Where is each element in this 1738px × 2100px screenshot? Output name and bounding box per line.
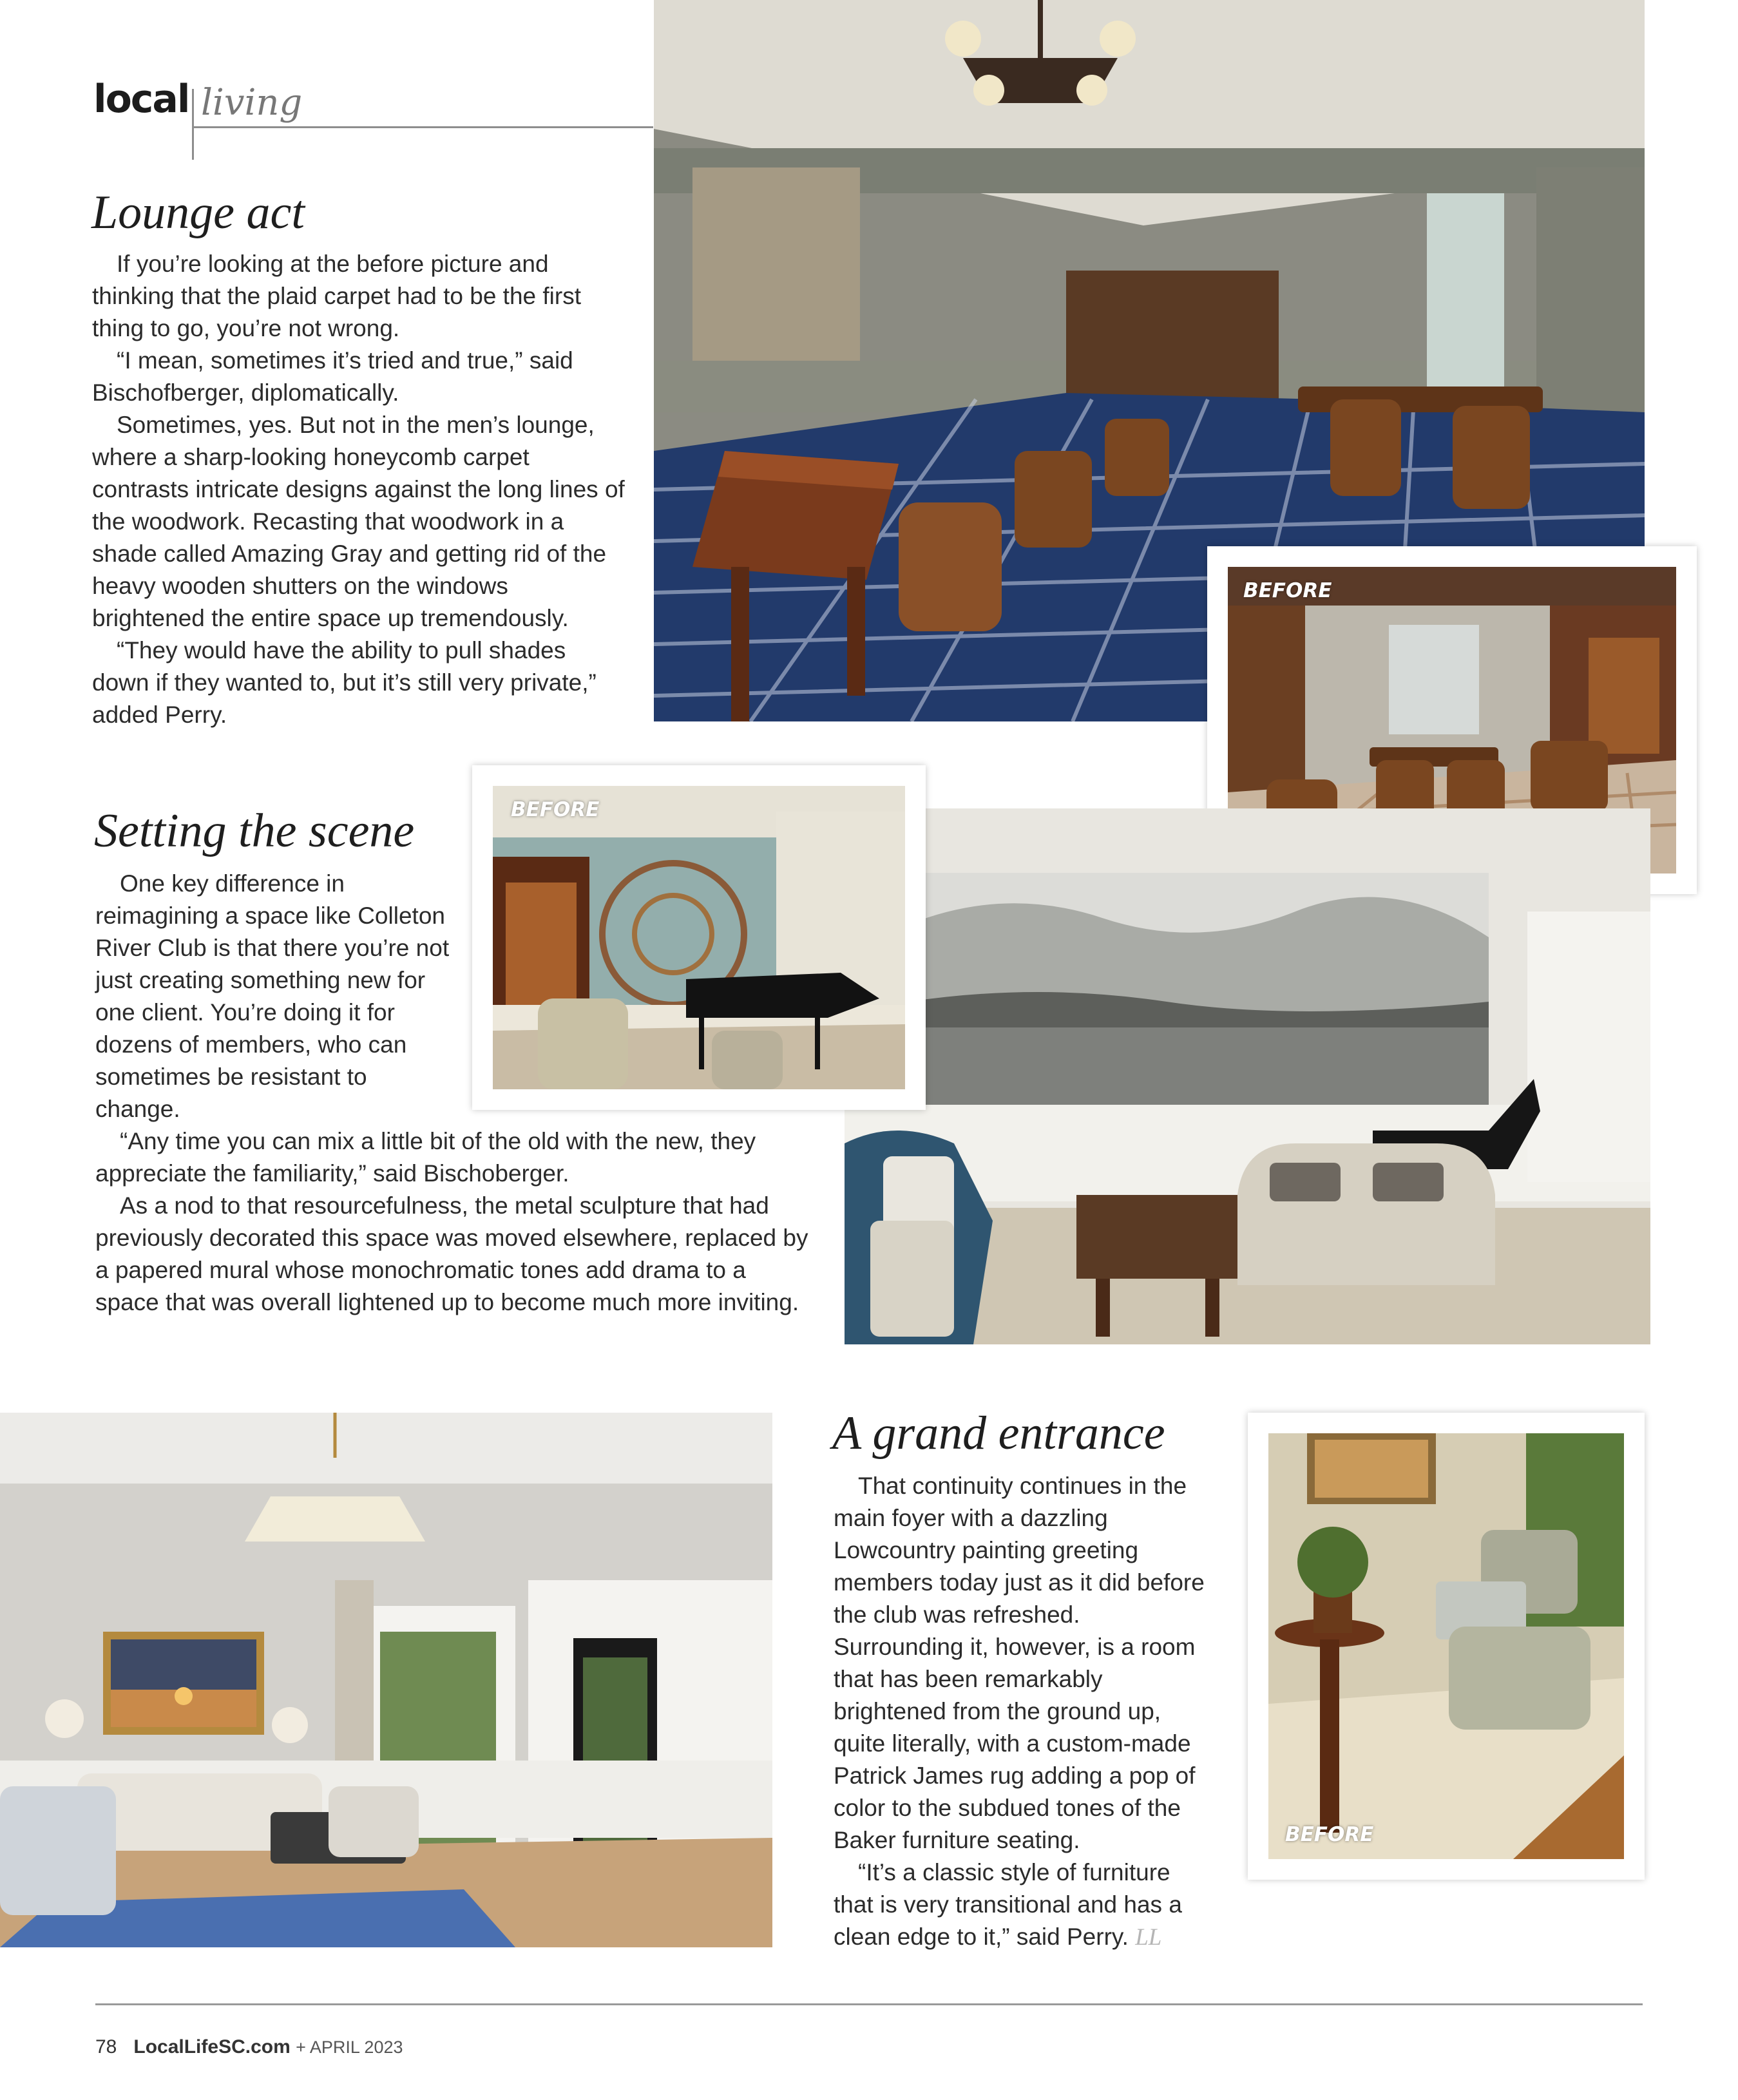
- foyer-before-photo-frame: [1248, 1413, 1645, 1880]
- issue-date: + APRIL 2023: [296, 2038, 403, 2057]
- before-label: BEFORE: [511, 798, 600, 821]
- paragraph: That continuity continues in the main foyer with a dazzling Lowcountry painting greeting members today just as it did before the club was refreshed. Surrounding it, however, is a room that has been remarkably brightened from the ground up, quite literally, with a custom-made Patrick James rug adding a pop of color to the subdued tones of the Baker furniture seating.: [834, 1473, 1205, 1853]
- before-label: BEFORE: [1243, 579, 1332, 602]
- paragraph: “They would have the ability to pull shades down if they wanted to, but it’s still very private,” added Perry.: [92, 637, 597, 728]
- page-footer: [95, 2038, 403, 2057]
- section-name-living: living: [201, 82, 303, 124]
- foyer-after-photo: [0, 1413, 772, 1947]
- headline-lounge-act: Lounge act: [91, 186, 305, 239]
- scene-before-photo-frame: [472, 765, 926, 1110]
- scene-after-photo: [845, 808, 1650, 1344]
- paragraph: Sometimes, yes. But not in the men’s lounge, where a sharp-looking honeycomb carpet contrasts intricate designs against the long lines of the woodwork. Recasting that woodwork in a shade called Amazing Gray and getting rid of the heavy wooden shutters on the windows brightened the entire space up tremendously.: [92, 412, 625, 631]
- headline-setting-the-scene: Setting the scene: [94, 805, 415, 857]
- footer-rule: [95, 2003, 1643, 2005]
- paragraph: “Any time you can mix a little bit of the old with the new, they appreciate the familiarity,” said Bischoberger.: [95, 1128, 756, 1187]
- article-body-scene-narrow: [95, 868, 456, 1125]
- article-body-entrance: [834, 1470, 1207, 1954]
- page-number: 78: [95, 2036, 117, 2057]
- paragraph: One key difference in reimagining a space like Colleton River Club is that there you’re not just creating something new for one client. You’re doing it for dozens of members, who can sometimes be resistant to change.: [95, 870, 450, 1122]
- paragraph-text: “It’s a classic style of furniture that is very transitional and has a clean edge to it,” said Perry.: [834, 1859, 1182, 1950]
- paragraph: [834, 1857, 1207, 1954]
- article-body-scene-wide: [95, 1125, 810, 1319]
- site-link[interactable]: LocalLifeSC.com: [133, 2036, 291, 2057]
- author-signoff: LL: [1135, 1924, 1162, 1951]
- brand-divider: [192, 89, 194, 160]
- paragraph: As a nod to that resourcefulness, the metal sculpture that had previously decorated this space was moved elsewhere, replaced by a papered mural whose monochromatic tones add drama to a space that was overall lightened up to become much more inviting.: [95, 1192, 808, 1315]
- headline-a-grand-entrance: A grand entrance: [832, 1407, 1165, 1460]
- scene-before-photo: [493, 786, 905, 1089]
- paragraph: If you’re looking at the before picture and thinking that the plaid carpet had to be the first thing to go, you’re not wrong.: [92, 251, 581, 341]
- before-label: BEFORE: [1285, 1823, 1374, 1846]
- paragraph: “I mean, sometimes it’s tried and true,” said Bischofberger, diplomatically.: [92, 347, 573, 406]
- header-rule: [192, 126, 653, 128]
- brand-logo-local: local: [93, 77, 189, 122]
- foyer-before-photo: [1268, 1433, 1624, 1859]
- article-body-lounge: [92, 248, 627, 731]
